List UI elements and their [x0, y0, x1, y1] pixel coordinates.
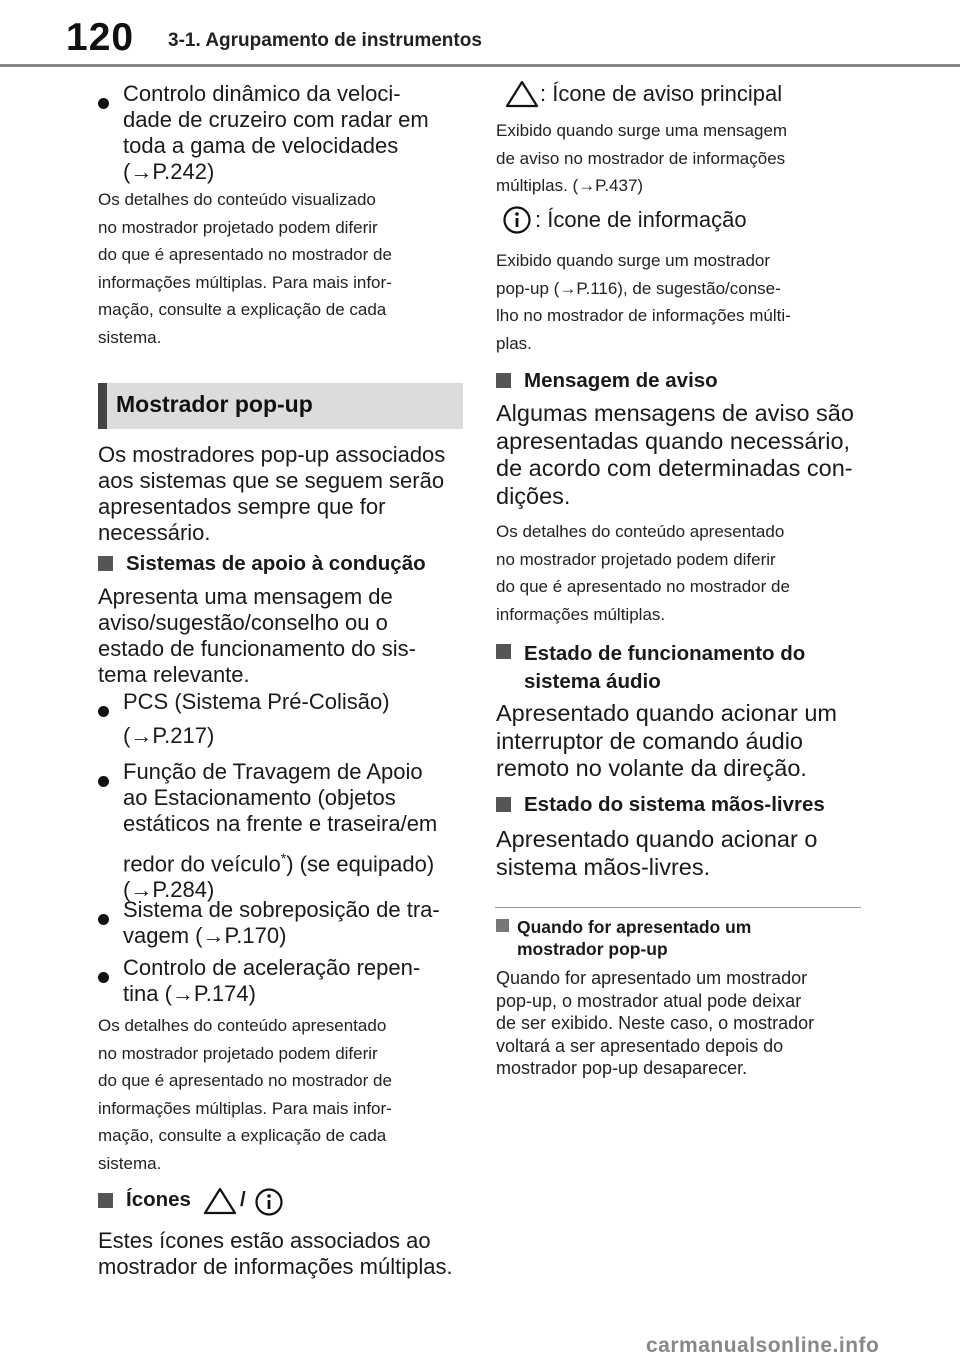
- subheading: Ícones: [126, 1188, 191, 1211]
- text-line: Exibido quando surge uma mensagem: [496, 121, 788, 140]
- text-line: Os mostradores pop-up associados: [98, 442, 446, 467]
- divider: [495, 907, 861, 908]
- text-line: PCS (Sistema Pré-Colisão): [123, 689, 390, 714]
- subheading: sistema áudio: [524, 670, 661, 693]
- text-line: mostrador de informações múltiplas.: [98, 1254, 453, 1279]
- text-line: pop-up (→P.116), de sugestão/conse-: [496, 278, 781, 298]
- bullet-dot-icon: [98, 972, 109, 983]
- warning-icon-row: [505, 80, 875, 110]
- bullet-cruise-control: [98, 81, 468, 185]
- popup-intro: [98, 442, 468, 546]
- page-reference: tina (→P.174): [123, 981, 256, 1006]
- text-line: tema relevante.: [98, 662, 250, 687]
- text-line: no mostrador projetado podem diferir: [98, 1043, 378, 1063]
- text-line: mação, consulte a explicação de cada: [98, 1126, 387, 1145]
- footnote-marker: *: [280, 850, 287, 866]
- subheading: Quando for apresentado um: [517, 917, 752, 937]
- text-line: mação, consulte a explicação de cada: [98, 300, 387, 319]
- hands-free-text: [496, 826, 866, 881]
- subheading: Estado de funcionamento do: [524, 642, 806, 665]
- warning-triangle-icon: [203, 1187, 237, 1215]
- square-bullet-icon: [98, 556, 113, 571]
- text-line: redor do veículo: [123, 851, 281, 877]
- text-line: sistema.: [98, 327, 162, 347]
- subheading: mostrador pop-up: [517, 939, 668, 959]
- page-reference: (→P.217): [123, 723, 215, 748]
- note-projected-display-3: [496, 518, 866, 628]
- text-line: sistema.: [98, 1153, 162, 1173]
- text-line: Sistema de sobreposição de tra-: [123, 897, 440, 922]
- text-line: toda a gama de velocidades: [123, 133, 399, 158]
- square-bullet-icon: [496, 644, 511, 659]
- heading-hands-free: [496, 793, 866, 817]
- text-line: plas.: [496, 333, 532, 353]
- icon-separator: /: [240, 1188, 246, 1211]
- text-line: apresentadas quando necessário,: [496, 427, 851, 454]
- bullet-dot-icon: [98, 98, 109, 109]
- warning-icon-description: [496, 117, 866, 200]
- text-line: Controlo de aceleração repen-: [123, 955, 421, 980]
- text-line: remoto no volante da direção.: [496, 755, 807, 781]
- text-line: ) (se equipado): [286, 851, 435, 877]
- heading-warning-message: [496, 369, 866, 393]
- text-line: no mostrador projetado podem diferir: [98, 217, 378, 237]
- icon-title: : Ícone de aviso principal: [540, 81, 783, 106]
- text-line: de aviso no mostrador de informações: [496, 148, 786, 168]
- text-line: aviso/sugestão/conselho ou o: [98, 610, 388, 635]
- subheading: Sistemas de apoio à condução: [126, 552, 426, 575]
- subheading: Mensagem de aviso: [524, 369, 718, 392]
- text-line: Os detalhes do conteúdo apresentado: [496, 522, 785, 541]
- text-line: aos sistemas que se seguem serão: [98, 468, 445, 493]
- heading-driving-support: [98, 552, 468, 576]
- text-line: de ser exibido. Neste caso, o mostrador: [496, 1013, 815, 1033]
- info-circle-icon: [254, 1187, 284, 1217]
- watermark: carmanualsonline.info: [646, 1334, 880, 1357]
- popup-note-text: [496, 967, 871, 1080]
- text-line: do que é apresentado no mostrador de: [98, 1071, 392, 1090]
- text-line: do que é apresentado no mostrador de: [98, 245, 392, 264]
- note-projected-display-2: [98, 1012, 468, 1177]
- text-line: informações múltiplas. Para mais infor-: [98, 1098, 392, 1118]
- text-line: sistema mãos-livres.: [496, 853, 711, 880]
- audio-status-text: [496, 700, 866, 783]
- section-title: 3-1. Agrupamento de instrumentos: [168, 30, 482, 51]
- info-icon-description: [496, 247, 866, 357]
- text-line: Os detalhes do conteúdo apresentado: [98, 1016, 387, 1035]
- text-line: estado de funcionamento do sis-: [98, 636, 416, 661]
- text-line: do que é apresentado no mostrador de: [496, 577, 790, 596]
- text-line: Apresentado quando acionar um: [496, 700, 837, 726]
- bullet-acceleration: [98, 955, 468, 1007]
- text-line: estáticos na frente e traseira/em: [123, 811, 438, 836]
- section-box-bar: [98, 383, 107, 429]
- text-line: voltará a ser apresentado depois do: [496, 1035, 784, 1056]
- text-line: Quando for apresentado um mostrador: [496, 968, 808, 988]
- text-line: necessário.: [98, 520, 211, 545]
- square-bullet-icon: [496, 373, 511, 388]
- text-line: Apresentado quando acionar o: [496, 826, 818, 852]
- text-line: ao Estacionamento (objetos: [123, 785, 396, 810]
- bullet-dot-icon: [98, 914, 109, 925]
- text-line: Os detalhes do conteúdo visualizado: [98, 190, 376, 209]
- bullet-dot-icon: [98, 706, 109, 717]
- bullet-dot-icon: [98, 776, 109, 787]
- text-line: dade de cruzeiro com radar em: [123, 107, 429, 132]
- text-line: dições.: [496, 482, 571, 509]
- page-reference: (→P.284): [123, 877, 215, 903]
- text-line: Função de Travagem de Apoio: [123, 759, 423, 784]
- text-line: no mostrador projetado podem diferir: [496, 549, 776, 569]
- text-line: informações múltiplas. Para mais infor-: [98, 272, 392, 292]
- bullet-overlay: [98, 897, 468, 949]
- warning-triangle-icon: [505, 80, 539, 108]
- bullet-parking-brake: [98, 759, 468, 903]
- text-line: Apresenta uma mensagem de: [98, 584, 393, 609]
- page-reference: (→P.242): [123, 159, 215, 184]
- text-line: pop-up, o mostrador atual pode deixar: [496, 990, 802, 1011]
- bullet-pcs: [98, 689, 468, 749]
- heading-popup-note: [496, 916, 866, 960]
- subheading: Estado do sistema mãos-livres: [524, 793, 825, 816]
- text-line: Controlo dinâmico da veloci-: [123, 81, 401, 106]
- info-icon-row: [502, 205, 872, 235]
- warning-message-text: [496, 400, 866, 510]
- text-line: interruptor de comando áudio: [496, 727, 804, 754]
- text-line: mostrador pop-up desaparecer.: [496, 1058, 748, 1078]
- info-circle-icon: [502, 205, 532, 235]
- text-line: Algumas mensagens de aviso são: [496, 400, 854, 426]
- square-bullet-icon: [496, 919, 509, 932]
- page-reference: vagem (→P.170): [123, 923, 287, 948]
- square-bullet-icon: [98, 1193, 113, 1208]
- section-box-title: Mostrador pop-up: [116, 391, 313, 417]
- text-line: apresentados sempre que for: [98, 494, 386, 519]
- icons-text: [98, 1228, 473, 1280]
- text-line: informações múltiplas.: [496, 604, 666, 624]
- page-number: 120: [66, 16, 135, 59]
- text-line: múltiplas. (→P.437): [496, 176, 644, 195]
- support-text: [98, 584, 468, 688]
- text-line: de acordo com determinadas con-: [496, 455, 853, 481]
- text-line: lho no mostrador de informações múlti-: [496, 306, 791, 325]
- heading-icons: [98, 1187, 468, 1217]
- heading-audio-status: [496, 640, 866, 696]
- square-bullet-icon: [496, 797, 511, 812]
- icon-title: : Ícone de informação: [535, 207, 747, 232]
- text-line: Estes ícones estão associados ao: [98, 1228, 431, 1253]
- note-projected-display: [98, 186, 468, 351]
- text-line: Exibido quando surge um mostrador: [496, 251, 771, 270]
- header-rule: [0, 64, 960, 67]
